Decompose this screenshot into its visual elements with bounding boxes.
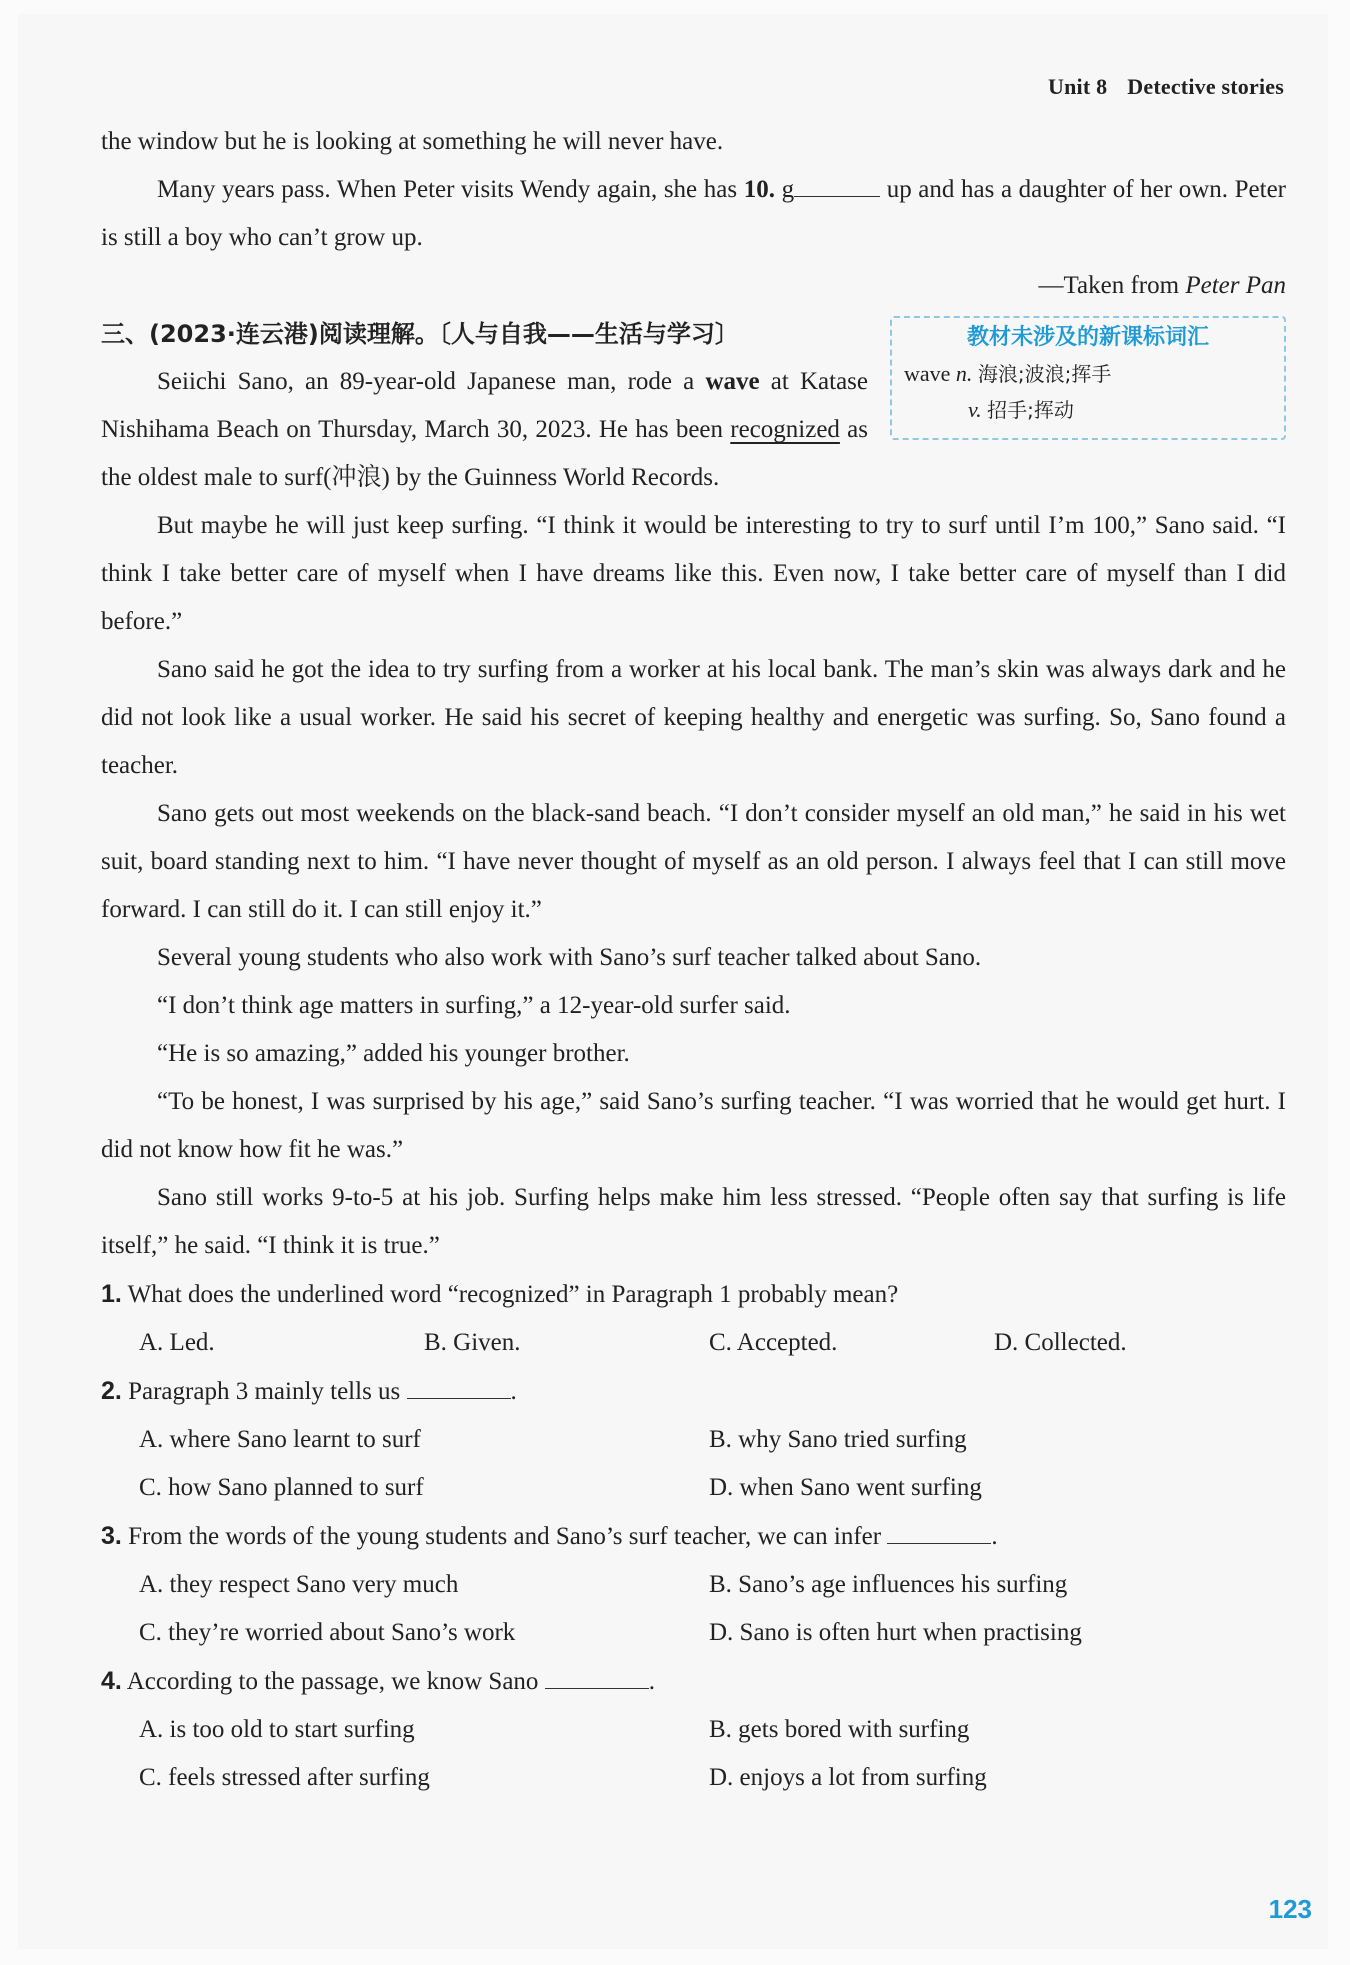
blank-number: 10.: [743, 176, 775, 203]
article-paragraph-1: Seiichi Sano, an 89-year-old Japanese man, rode a wave at Katase Nishihama Beach on Thursday, March 30, 2023. He has been recognized as the oldest male to surf(冲浪) by the Guinness World Records.: [101, 368, 869, 491]
question-2-options: [101, 1464, 1286, 1512]
question-1: 1. What does the underlined word “recognized” in Paragraph 1 probably mean?: [101, 1280, 899, 1308]
question-1-options: [101, 1319, 1286, 1367]
article-paragraph-9: Sano still works 9-to-5 at his job. Surfing helps make him less stressed. “People often say that surfing is life itself,” he said. “I think it is true.”: [101, 1184, 1286, 1259]
question-4-options: [101, 1706, 1286, 1754]
question-3: 3. From the words of the young students and Sano’s surf teacher, we can infer .: [101, 1512, 1286, 1561]
page-number: 123: [1268, 1894, 1312, 1924]
section-heading: 三、(2023·连云港)阅读理解。〔人与自我——生活与学习〕: [101, 320, 739, 348]
option[interactable]: D. Sano is often hurt when practising: [709, 1619, 1082, 1646]
article-paragraph-5: Several young students who also work with Sano’s surf teacher talked about Sano.: [157, 944, 982, 971]
option[interactable]: D. Collected.: [994, 1329, 1127, 1356]
article-paragraph-4: Sano gets out most weekends on the black-sand beach. “I don’t consider myself an old man,” he said in his wet suit, board standing next to him. “I have never thought of myself as an old person. I always feel that I can still move forward. I can still do it. I can still enjoy it.”: [101, 800, 1286, 923]
vocab-box-title: 教材未涉及的新课标词汇: [966, 325, 1209, 350]
question-4: 4. According to the passage, we know Sano .: [101, 1657, 1286, 1706]
option[interactable]: A. is too old to start surfing: [139, 1716, 415, 1743]
answer-blank-4[interactable]: [545, 1664, 649, 1689]
answer-blank-10[interactable]: [794, 172, 880, 197]
answer-blank-2[interactable]: [407, 1374, 511, 1399]
source-title: Peter Pan: [1185, 272, 1286, 299]
question-3-options: [101, 1561, 1286, 1609]
page-content: [101, 118, 1286, 1802]
question-3-options: [101, 1609, 1286, 1657]
unit-label: Unit 8: [1048, 74, 1108, 99]
underlined-word: recognized: [730, 416, 840, 443]
passage-tail-paragraph: Many years pass. When Peter visits Wendy again, she has 10. g up and has a daughter of her own. Peter is still a boy who can’t grow up.: [101, 166, 1286, 262]
option[interactable]: B. why Sano tried surfing: [709, 1426, 967, 1453]
article-paragraph-3: Sano said he got the idea to try surfing from a worker at his local bank. The man’s skin was always dark and he did not look like a usual worker. He said his secret of keeping healthy and energetic was surfing. So, Sano found a teacher.: [101, 656, 1286, 779]
option[interactable]: C. how Sano planned to surf: [139, 1474, 424, 1501]
unit-topic: Detective stories: [1127, 74, 1284, 99]
source-line: —Taken from Peter Pan: [1038, 272, 1286, 299]
vocab-entry-line2: v. 招手;挥动: [968, 397, 1074, 422]
vocab-entry-line1: wave n. 海浪;波浪;挥手: [904, 361, 1112, 386]
option[interactable]: D. when Sano went surfing: [709, 1474, 982, 1501]
article-paragraph-7: “He is so amazing,” added his younger brother.: [157, 1040, 630, 1067]
option[interactable]: C. feels stressed after surfing: [139, 1764, 430, 1791]
option[interactable]: A. Led.: [139, 1329, 215, 1356]
option[interactable]: B. Sano’s age influences his surfing: [709, 1571, 1068, 1598]
option[interactable]: D. enjoys a lot from surfing: [709, 1764, 987, 1791]
option[interactable]: C. Accepted.: [709, 1329, 838, 1356]
option[interactable]: A. they respect Sano very much: [139, 1571, 459, 1598]
option[interactable]: A. where Sano learnt to surf: [139, 1426, 421, 1453]
question-2-options: [101, 1416, 1286, 1464]
question-4-options: [101, 1754, 1286, 1802]
answer-blank-3[interactable]: [887, 1519, 991, 1544]
option[interactable]: C. they’re worried about Sano’s work: [139, 1619, 516, 1646]
running-header: [1048, 74, 1284, 100]
article-paragraph-2: But maybe he will just keep surfing. “I think it would be interesting to try to surf until I’m 100,” Sano said. “I think I take better care of myself when I have dreams like this. Even now, I take better care of myself than I did before.”: [101, 512, 1286, 635]
option[interactable]: B. gets bored with surfing: [709, 1716, 970, 1743]
option[interactable]: B. Given.: [424, 1329, 521, 1356]
article-paragraph-8: “To be honest, I was surprised by his age,” said Sano’s surfing teacher. “I was worried that he would get hurt. I did not know how fit he was.”: [101, 1088, 1286, 1163]
bold-word: wave: [705, 368, 760, 395]
vocab-box: [890, 316, 1286, 440]
article-paragraph-6: “I don’t think age matters in surfing,” a 12-year-old surfer said.: [157, 992, 791, 1019]
passage-tail-line: the window but he is looking at something he will never have.: [101, 128, 724, 155]
question-2: 2. Paragraph 3 mainly tells us .: [101, 1367, 1286, 1416]
